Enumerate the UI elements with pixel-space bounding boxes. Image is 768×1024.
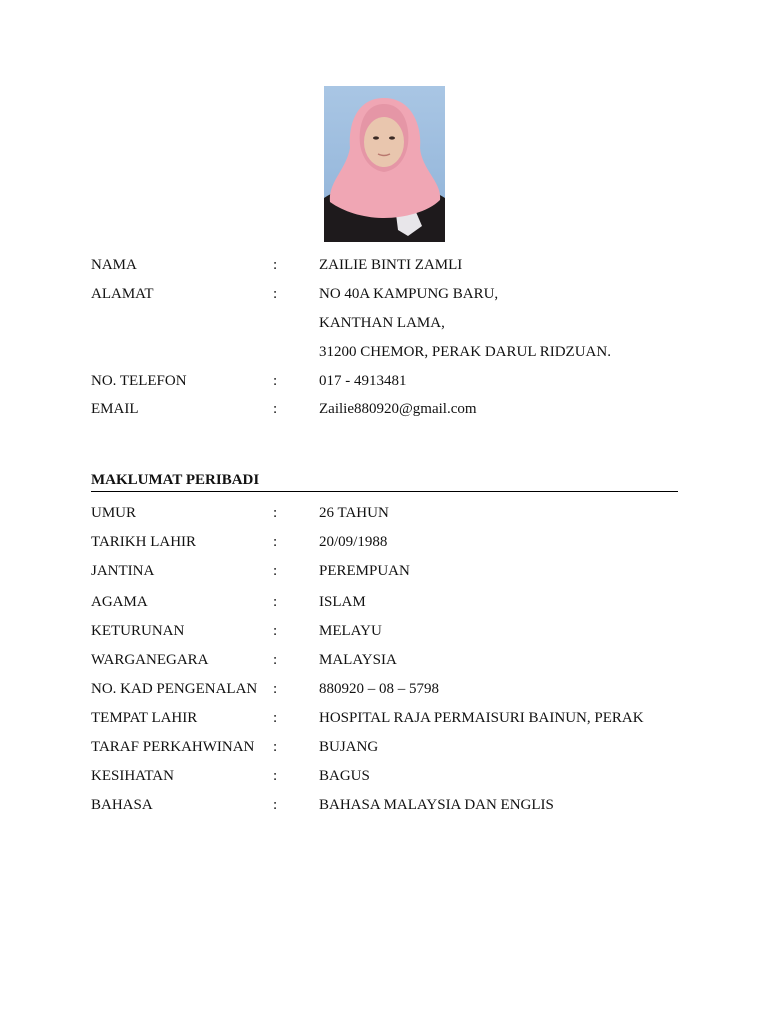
- citizenship-value: MALAYSIA: [319, 652, 397, 668]
- ic-number-label: NO. KAD PENGENALAN: [91, 681, 258, 697]
- address-row: [0, 284, 768, 304]
- personal-row-marital-status: [0, 737, 768, 757]
- personal-row-ic-number: [0, 679, 768, 699]
- phone-row: [0, 371, 768, 391]
- birthdate-label: TARIKH LAHIR: [91, 534, 197, 550]
- address-line-2: KANTHAN LAMA,: [319, 315, 445, 331]
- personal-row-gender: [0, 561, 768, 581]
- address-line-3: 31200 CHEMOR, PERAK DARUL RIDZUAN.: [319, 344, 611, 360]
- address-colon: :: [273, 286, 278, 302]
- marital-status-colon: :: [273, 739, 278, 755]
- marital-status-value: BUJANG: [319, 739, 379, 755]
- birthplace-label: TEMPAT LAHIR: [91, 710, 198, 726]
- ic-number-colon: :: [273, 681, 278, 697]
- personal-row-age: [0, 503, 768, 523]
- personal-row-citizenship: [0, 650, 768, 670]
- languages-colon: :: [273, 797, 278, 813]
- gender-value: PEREMPUAN: [319, 563, 410, 579]
- religion-value: ISLAM: [319, 594, 366, 610]
- section-divider: [91, 491, 678, 492]
- ethnicity-value: MELAYU: [319, 623, 382, 639]
- health-value: BAGUS: [319, 768, 370, 784]
- ethnicity-label: KETURUNAN: [91, 623, 185, 639]
- gender-colon: :: [273, 563, 278, 579]
- marital-status-label: TARAF PERKAHWINAN: [91, 739, 255, 755]
- personal-row-ethnicity: [0, 621, 768, 641]
- age-label: UMUR: [91, 505, 137, 521]
- phone-value: 017 - 4913481: [319, 373, 407, 389]
- address-line-1: NO 40A KAMPUNG BARU,: [319, 286, 499, 302]
- name-colon: :: [273, 257, 278, 273]
- address-row-3: [0, 342, 768, 362]
- email-colon: :: [273, 401, 278, 417]
- section-title-personal: MAKLUMAT PERIBADI: [91, 472, 260, 488]
- name-label: NAMA: [91, 257, 137, 273]
- citizenship-label: WARGANEGARA: [91, 652, 209, 668]
- personal-row-religion: [0, 592, 768, 612]
- name-value: ZAILIE BINTI ZAMLI: [319, 257, 463, 273]
- phone-label: NO. TELEFON: [91, 373, 187, 389]
- address-row-2: [0, 313, 768, 333]
- religion-label: AGAMA: [91, 594, 148, 610]
- email-label: EMAIL: [91, 401, 139, 417]
- personal-row-birthdate: [0, 532, 768, 552]
- name-row: [0, 255, 768, 275]
- profile-photo: [324, 86, 445, 242]
- email-row: [0, 399, 768, 419]
- phone-colon: :: [273, 373, 278, 389]
- email-value: Zailie880920@gmail.com: [319, 401, 477, 417]
- age-colon: :: [273, 505, 278, 521]
- birthplace-colon: :: [273, 710, 278, 726]
- religion-colon: :: [273, 594, 278, 610]
- ethnicity-colon: :: [273, 623, 278, 639]
- languages-value: BAHASA MALAYSIA DAN ENGLIS: [319, 797, 554, 813]
- personal-row-languages: [0, 795, 768, 815]
- address-label: ALAMAT: [91, 286, 154, 302]
- languages-label: BAHASA: [91, 797, 153, 813]
- gender-label: JANTINA: [91, 563, 155, 579]
- personal-row-birthplace: [0, 708, 768, 728]
- health-label: KESIHATAN: [91, 768, 174, 784]
- age-value: 26 TAHUN: [319, 505, 389, 521]
- health-colon: :: [273, 768, 278, 784]
- personal-row-health: [0, 766, 768, 786]
- birthplace-value: HOSPITAL RAJA PERMAISURI BAINUN, PERAK: [319, 710, 644, 726]
- citizenship-colon: :: [273, 652, 278, 668]
- ic-number-value: 880920 – 08 – 5798: [319, 681, 439, 697]
- birthdate-colon: :: [273, 534, 278, 550]
- birthdate-value: 20/09/1988: [319, 534, 388, 550]
